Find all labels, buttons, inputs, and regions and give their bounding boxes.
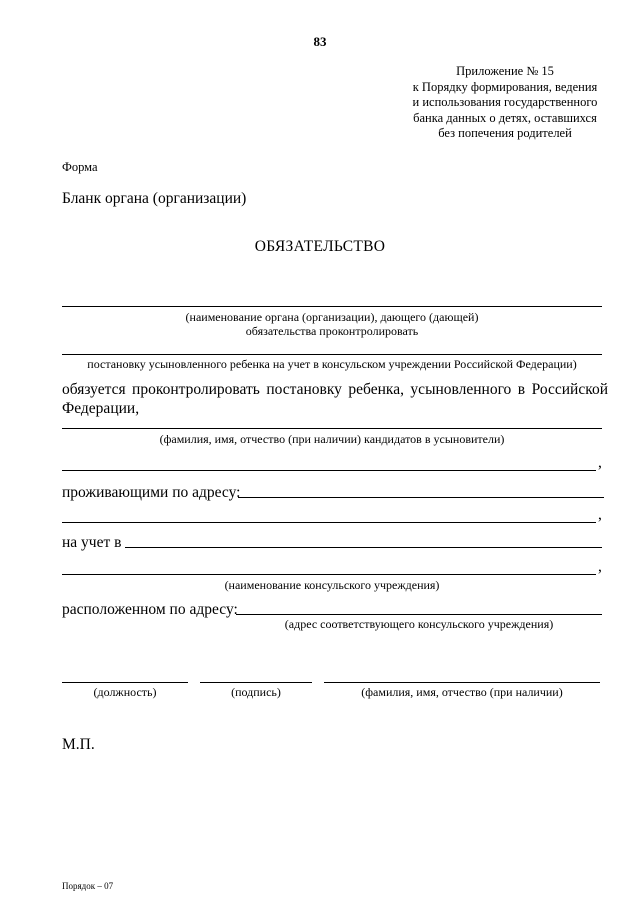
form-label: Форма xyxy=(62,160,98,174)
position-line[interactable] xyxy=(62,682,188,683)
organ-name-line-2[interactable] xyxy=(62,354,602,355)
position-caption: (должность) xyxy=(93,685,157,699)
residence-address-line-2[interactable] xyxy=(62,522,596,523)
stamp-place-label: М.П. xyxy=(62,736,95,753)
residence-comma: , xyxy=(598,506,602,523)
document-title: ОБЯЗАТЕЛЬСТВО xyxy=(254,238,386,255)
appendix-line-2: к Порядку формирования, ведения xyxy=(412,79,598,94)
appendix-line-1: Приложение № 15 xyxy=(456,64,554,78)
purpose-caption: постановку усыновленного ребенка на учет в консульском учреждении Российской Федерации) xyxy=(87,357,577,371)
appendix-line-4: банка данных о детях, оставшихся xyxy=(413,110,597,125)
organ-name-caption-1: (наименование органа (организации), дающего (дающей) xyxy=(185,310,479,324)
consulate-comma: , xyxy=(598,558,602,575)
registration-label: на учет в xyxy=(62,534,122,551)
appendix-header xyxy=(400,64,610,142)
obligation-text: обязуется проконтролировать постановку ребенка, усыновленного в Российской Федерации, xyxy=(62,381,608,417)
page-number: 83 xyxy=(313,34,327,49)
consulate-name-line[interactable] xyxy=(125,547,602,548)
organization-letterhead-label: Бланк органа (организации) xyxy=(62,190,247,207)
candidates-comma: , xyxy=(598,454,602,471)
located-label: расположенном по адресу: xyxy=(62,601,238,618)
full-name-caption: (фамилия, имя, отчество (при наличии) xyxy=(361,685,563,699)
organ-name-line[interactable] xyxy=(62,306,602,307)
consulate-address-caption: (адрес соответствующего консульского учреждения) xyxy=(284,617,554,631)
appendix-line-5: без попечения родителей xyxy=(438,126,572,140)
footer-reference: Порядок – 07 xyxy=(62,881,114,891)
signature-caption: (подпись) xyxy=(231,685,281,699)
consulate-address-line[interactable] xyxy=(236,614,602,615)
full-name-line[interactable] xyxy=(324,682,600,683)
signature-line[interactable] xyxy=(200,682,312,683)
candidates-line[interactable] xyxy=(62,428,602,429)
residing-label: проживающими по адресу: xyxy=(62,484,241,501)
consulate-name-caption: (наименование консульского учреждения) xyxy=(224,578,440,592)
candidates-caption: (фамилия, имя, отчество (при наличии) кандидатов в усыновители) xyxy=(159,432,505,446)
residence-address-line[interactable] xyxy=(238,497,604,498)
organ-name-caption-2: обязательства проконтролировать xyxy=(245,324,419,338)
appendix-line-3: и использования государственного xyxy=(412,95,598,109)
consulate-name-line-2[interactable] xyxy=(62,574,596,575)
candidates-line-2[interactable] xyxy=(62,470,596,471)
